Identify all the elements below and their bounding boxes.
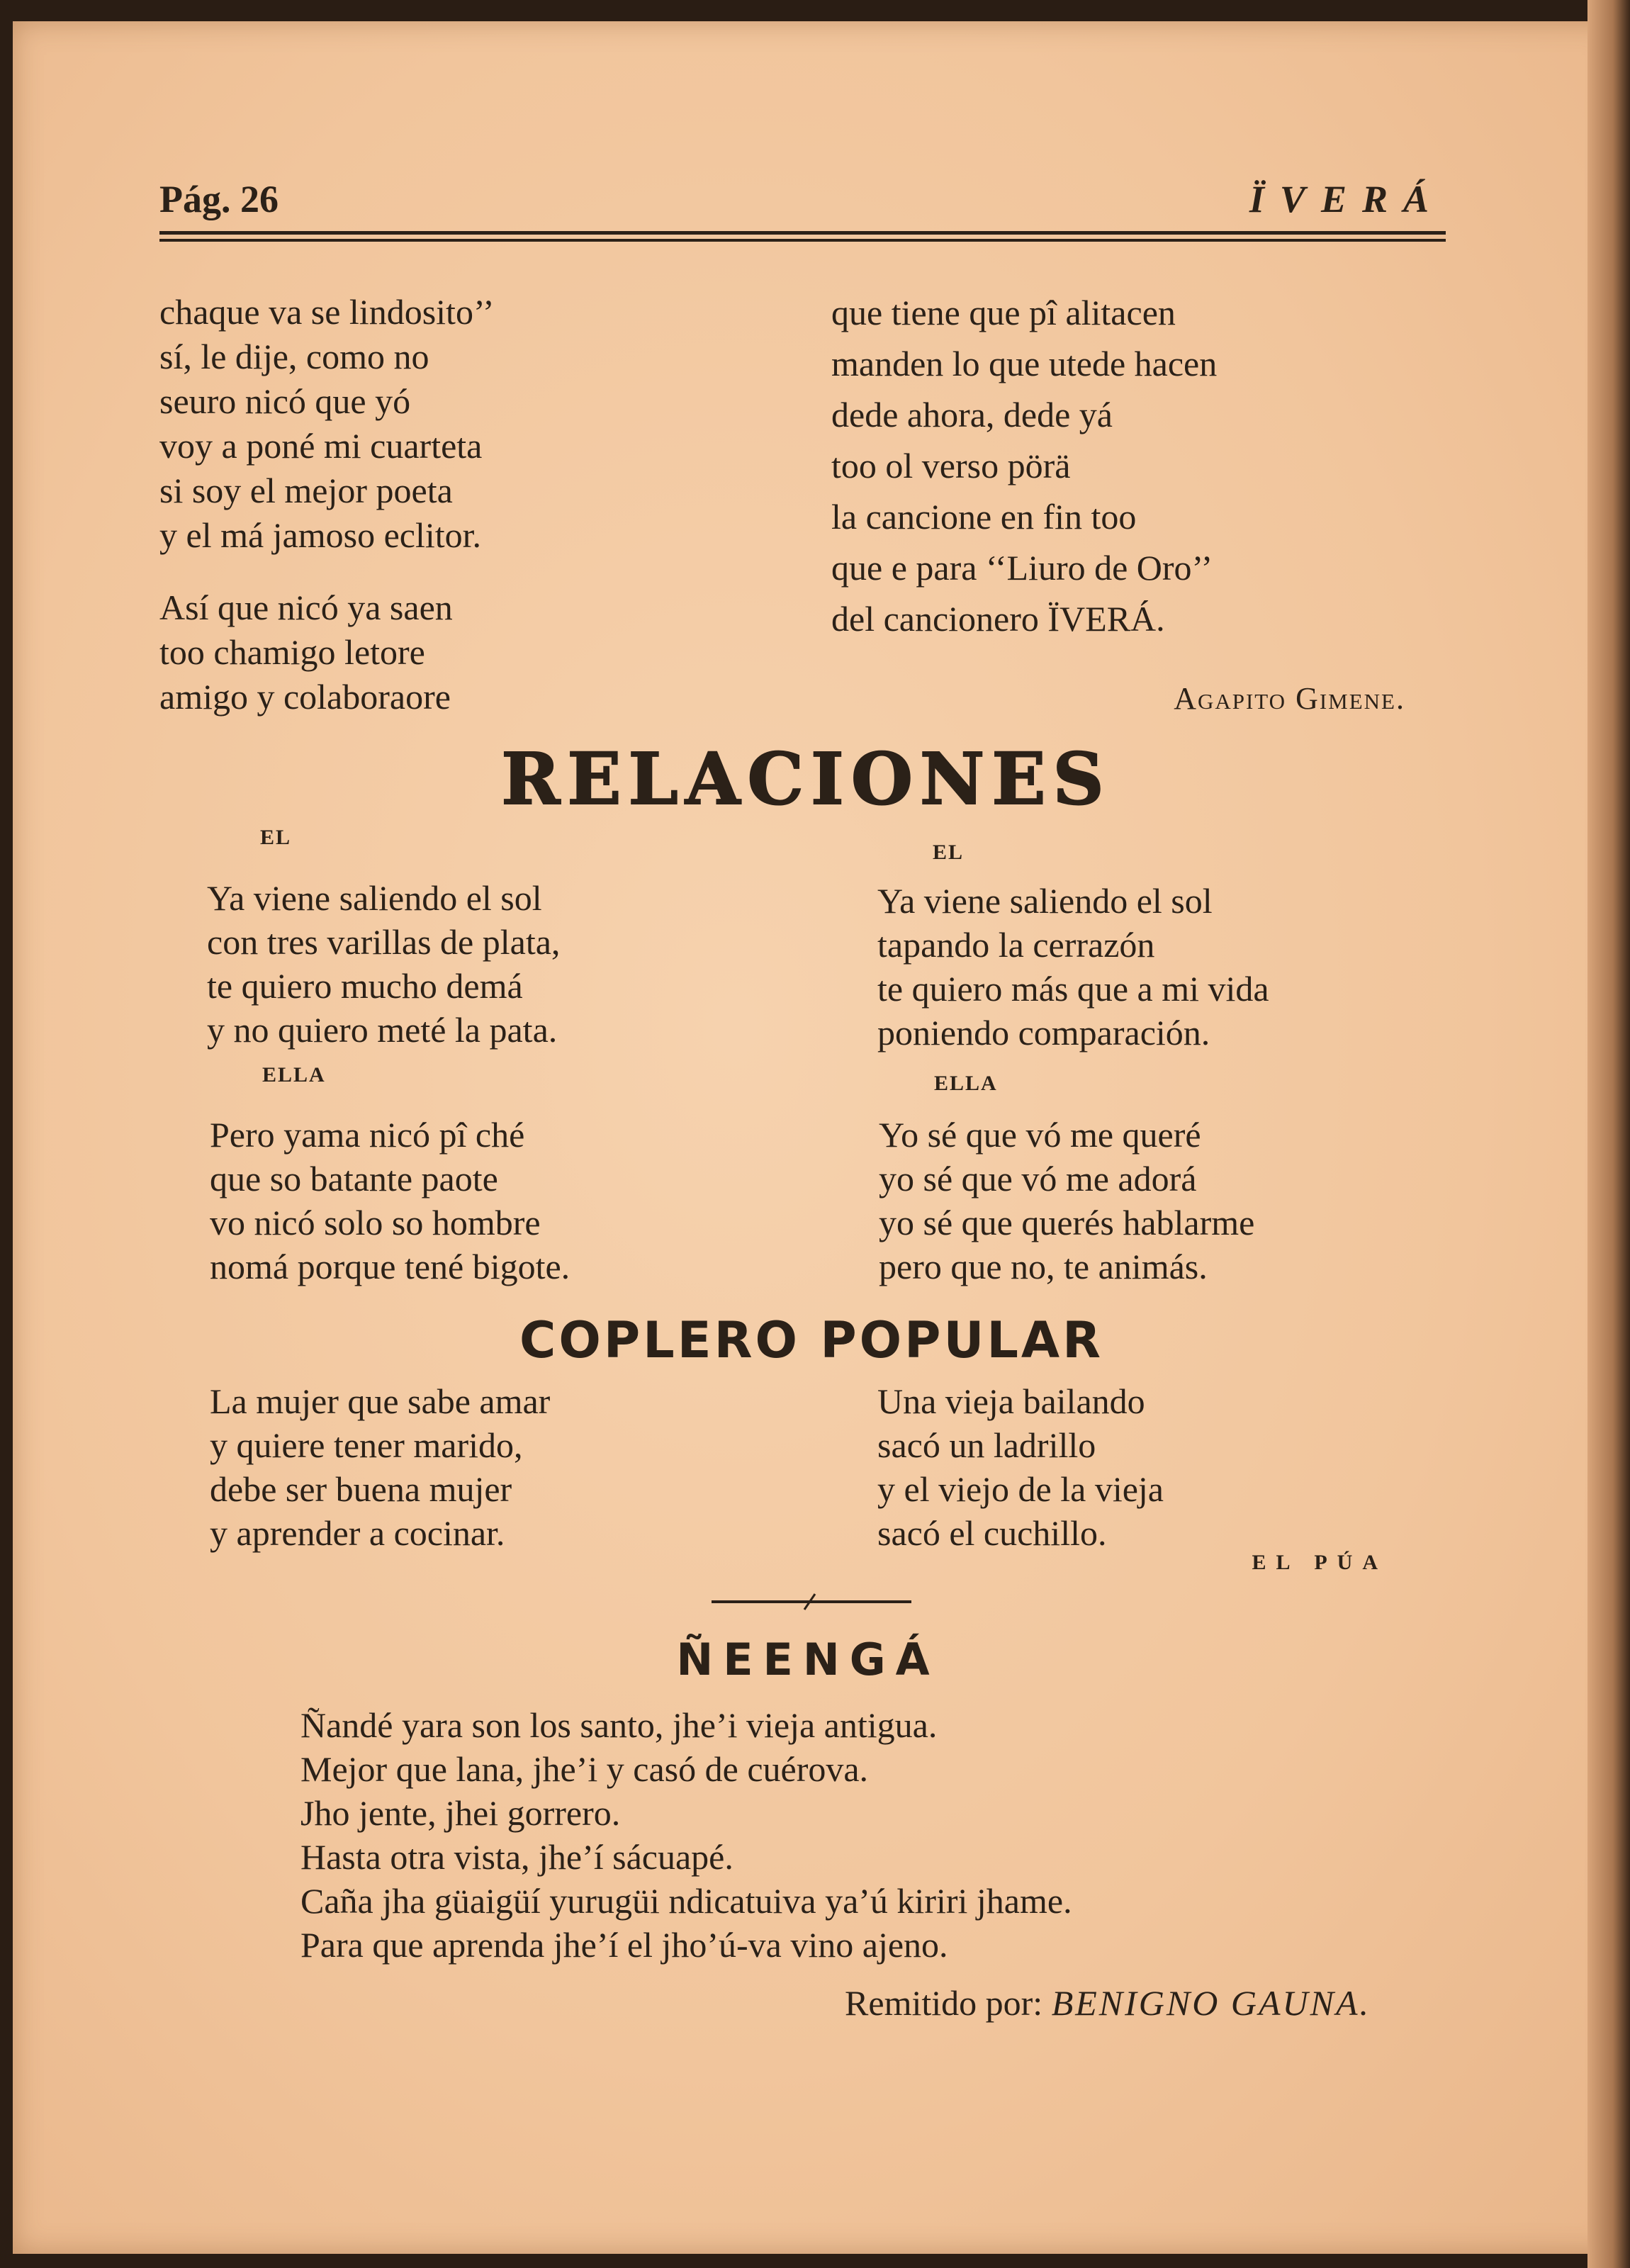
saying-line: Ñandé yara son los santo, jhe’i vieja antigua. bbox=[300, 1705, 938, 1745]
verse-line: yo sé que querés hablarme bbox=[879, 1203, 1255, 1242]
verse-line: poniendo comparación. bbox=[877, 1013, 1210, 1052]
neenga-title: ÑEENGÁ bbox=[676, 1634, 940, 1685]
verse-line: que e para ‘‘Liuro de Oro’’ bbox=[831, 548, 1213, 588]
verse-line: con tres varillas de plata, bbox=[207, 922, 561, 962]
verse-line: y el viejo de la vieja bbox=[877, 1469, 1164, 1509]
saying-line: Caña jha güaigüí yurugüi ndicatuiva ya’ú kiriri jhame. bbox=[300, 1881, 1072, 1921]
page-number: Pág. 26 bbox=[159, 178, 279, 220]
coplero-author: EL PÚA bbox=[1252, 1551, 1388, 1574]
verse-line: vo nicó solo so hombre bbox=[210, 1203, 541, 1242]
poem1-right-stanza bbox=[831, 287, 1217, 644]
header-rule-bottom bbox=[159, 239, 1446, 242]
verse-line: y quiere tener marido, bbox=[210, 1425, 523, 1465]
verse-line: too chamigo letore bbox=[159, 632, 425, 672]
saying-line: Mejor que lana, jhe’i y casó de cuérova. bbox=[300, 1749, 869, 1789]
relaciones-title: RELACIONES bbox=[501, 737, 1111, 821]
neenga-credit bbox=[845, 1982, 1371, 2023]
poem1-left-stanza1 bbox=[159, 290, 495, 558]
verse-line: nomá porque tené bigote. bbox=[210, 1247, 570, 1286]
coplero-title: COPLERO POPULAR bbox=[519, 1311, 1104, 1369]
verse-line: manden lo que utede hacen bbox=[831, 344, 1218, 383]
verse-line: del cancionero ÏVERÁ. bbox=[831, 599, 1165, 639]
coplero-left-verse bbox=[210, 1379, 550, 1555]
verse-line: y aprender a cocinar. bbox=[210, 1513, 505, 1553]
verse-line: que so batante paote bbox=[210, 1159, 498, 1198]
verse-line: pero que no, te animás. bbox=[879, 1247, 1208, 1286]
verse-line: tapando la cerrazón bbox=[877, 925, 1155, 965]
section-divider bbox=[709, 1591, 914, 1612]
verse-line: sacó el cuchillo. bbox=[877, 1513, 1107, 1553]
page-edge bbox=[1587, 0, 1630, 2268]
verse-line: sí, le dije, como no bbox=[159, 337, 429, 376]
verse-line: la cancione en fin too bbox=[831, 497, 1137, 537]
verse-line: te quiero más que a mi vida bbox=[877, 969, 1269, 1009]
verse-line: La mujer que sabe amar bbox=[210, 1381, 551, 1421]
verse-line: too ol verso pörä bbox=[831, 446, 1071, 485]
saying-line: Para que aprenda jhe’í el jho’ú-va vino ajeno. bbox=[300, 1925, 948, 1965]
relaciones-left-verse1 bbox=[207, 876, 560, 1052]
verse-line: Ya viene saliendo el sol bbox=[207, 878, 542, 918]
speaker-label: EL bbox=[933, 841, 965, 864]
saying-line: Hasta otra vista, jhe’í sácuapé. bbox=[300, 1837, 734, 1877]
relaciones-left-verse2 bbox=[210, 1113, 570, 1289]
poem1-left-stanza2 bbox=[159, 585, 453, 719]
verse-line: Pero yama nicó pî ché bbox=[210, 1115, 525, 1155]
magazine-title: ÏVERÁ bbox=[1249, 178, 1444, 220]
verse-line: si soy el mejor poeta bbox=[159, 471, 453, 510]
speaker-label: ELLA bbox=[262, 1063, 326, 1087]
verse-line: te quiero mucho demá bbox=[207, 966, 523, 1006]
verse-line: voy a poné mi cuarteta bbox=[159, 426, 483, 466]
verse-line: Yo sé que vó me queré bbox=[879, 1115, 1201, 1155]
coplero-right-verse bbox=[877, 1379, 1164, 1555]
verse-line: dede ahora, dede yá bbox=[831, 395, 1113, 434]
verse-line: chaque va se lindosito’’ bbox=[159, 292, 495, 332]
verse-line: debe ser buena mujer bbox=[210, 1469, 512, 1509]
speaker-label: EL bbox=[260, 826, 292, 849]
verse-line: yo sé que vó me adorá bbox=[879, 1159, 1197, 1198]
relaciones-right-verse2 bbox=[879, 1113, 1254, 1289]
header-rule-top bbox=[159, 231, 1446, 235]
verse-line: amigo y colaboraore bbox=[159, 677, 451, 717]
verse-line: y no quiero meté la pata. bbox=[207, 1010, 558, 1050]
verse-line: que tiene que pî alitacen bbox=[831, 293, 1176, 332]
poem1-author: Agapito Gimene. bbox=[1174, 681, 1405, 716]
saying-line: Jho jente, jhei gorrero. bbox=[300, 1793, 621, 1833]
neenga-sayings bbox=[300, 1703, 1072, 1971]
credit-name: BENIGNO GAUNA. bbox=[1051, 1983, 1371, 2023]
verse-line: Así que nicó ya saen bbox=[159, 588, 453, 627]
verse-line: y el má jamoso eclitor. bbox=[159, 515, 482, 555]
verse-line: sacó un ladrillo bbox=[877, 1425, 1096, 1465]
relaciones-right-verse1 bbox=[877, 879, 1269, 1055]
speaker-label: ELLA bbox=[934, 1072, 998, 1095]
verse-line: Una vieja bailando bbox=[877, 1381, 1145, 1421]
verse-line: seuro nicó que yó bbox=[159, 381, 411, 421]
verse-line: Ya viene saliendo el sol bbox=[877, 881, 1213, 921]
credit-label: Remitido por: bbox=[845, 1983, 1043, 2023]
